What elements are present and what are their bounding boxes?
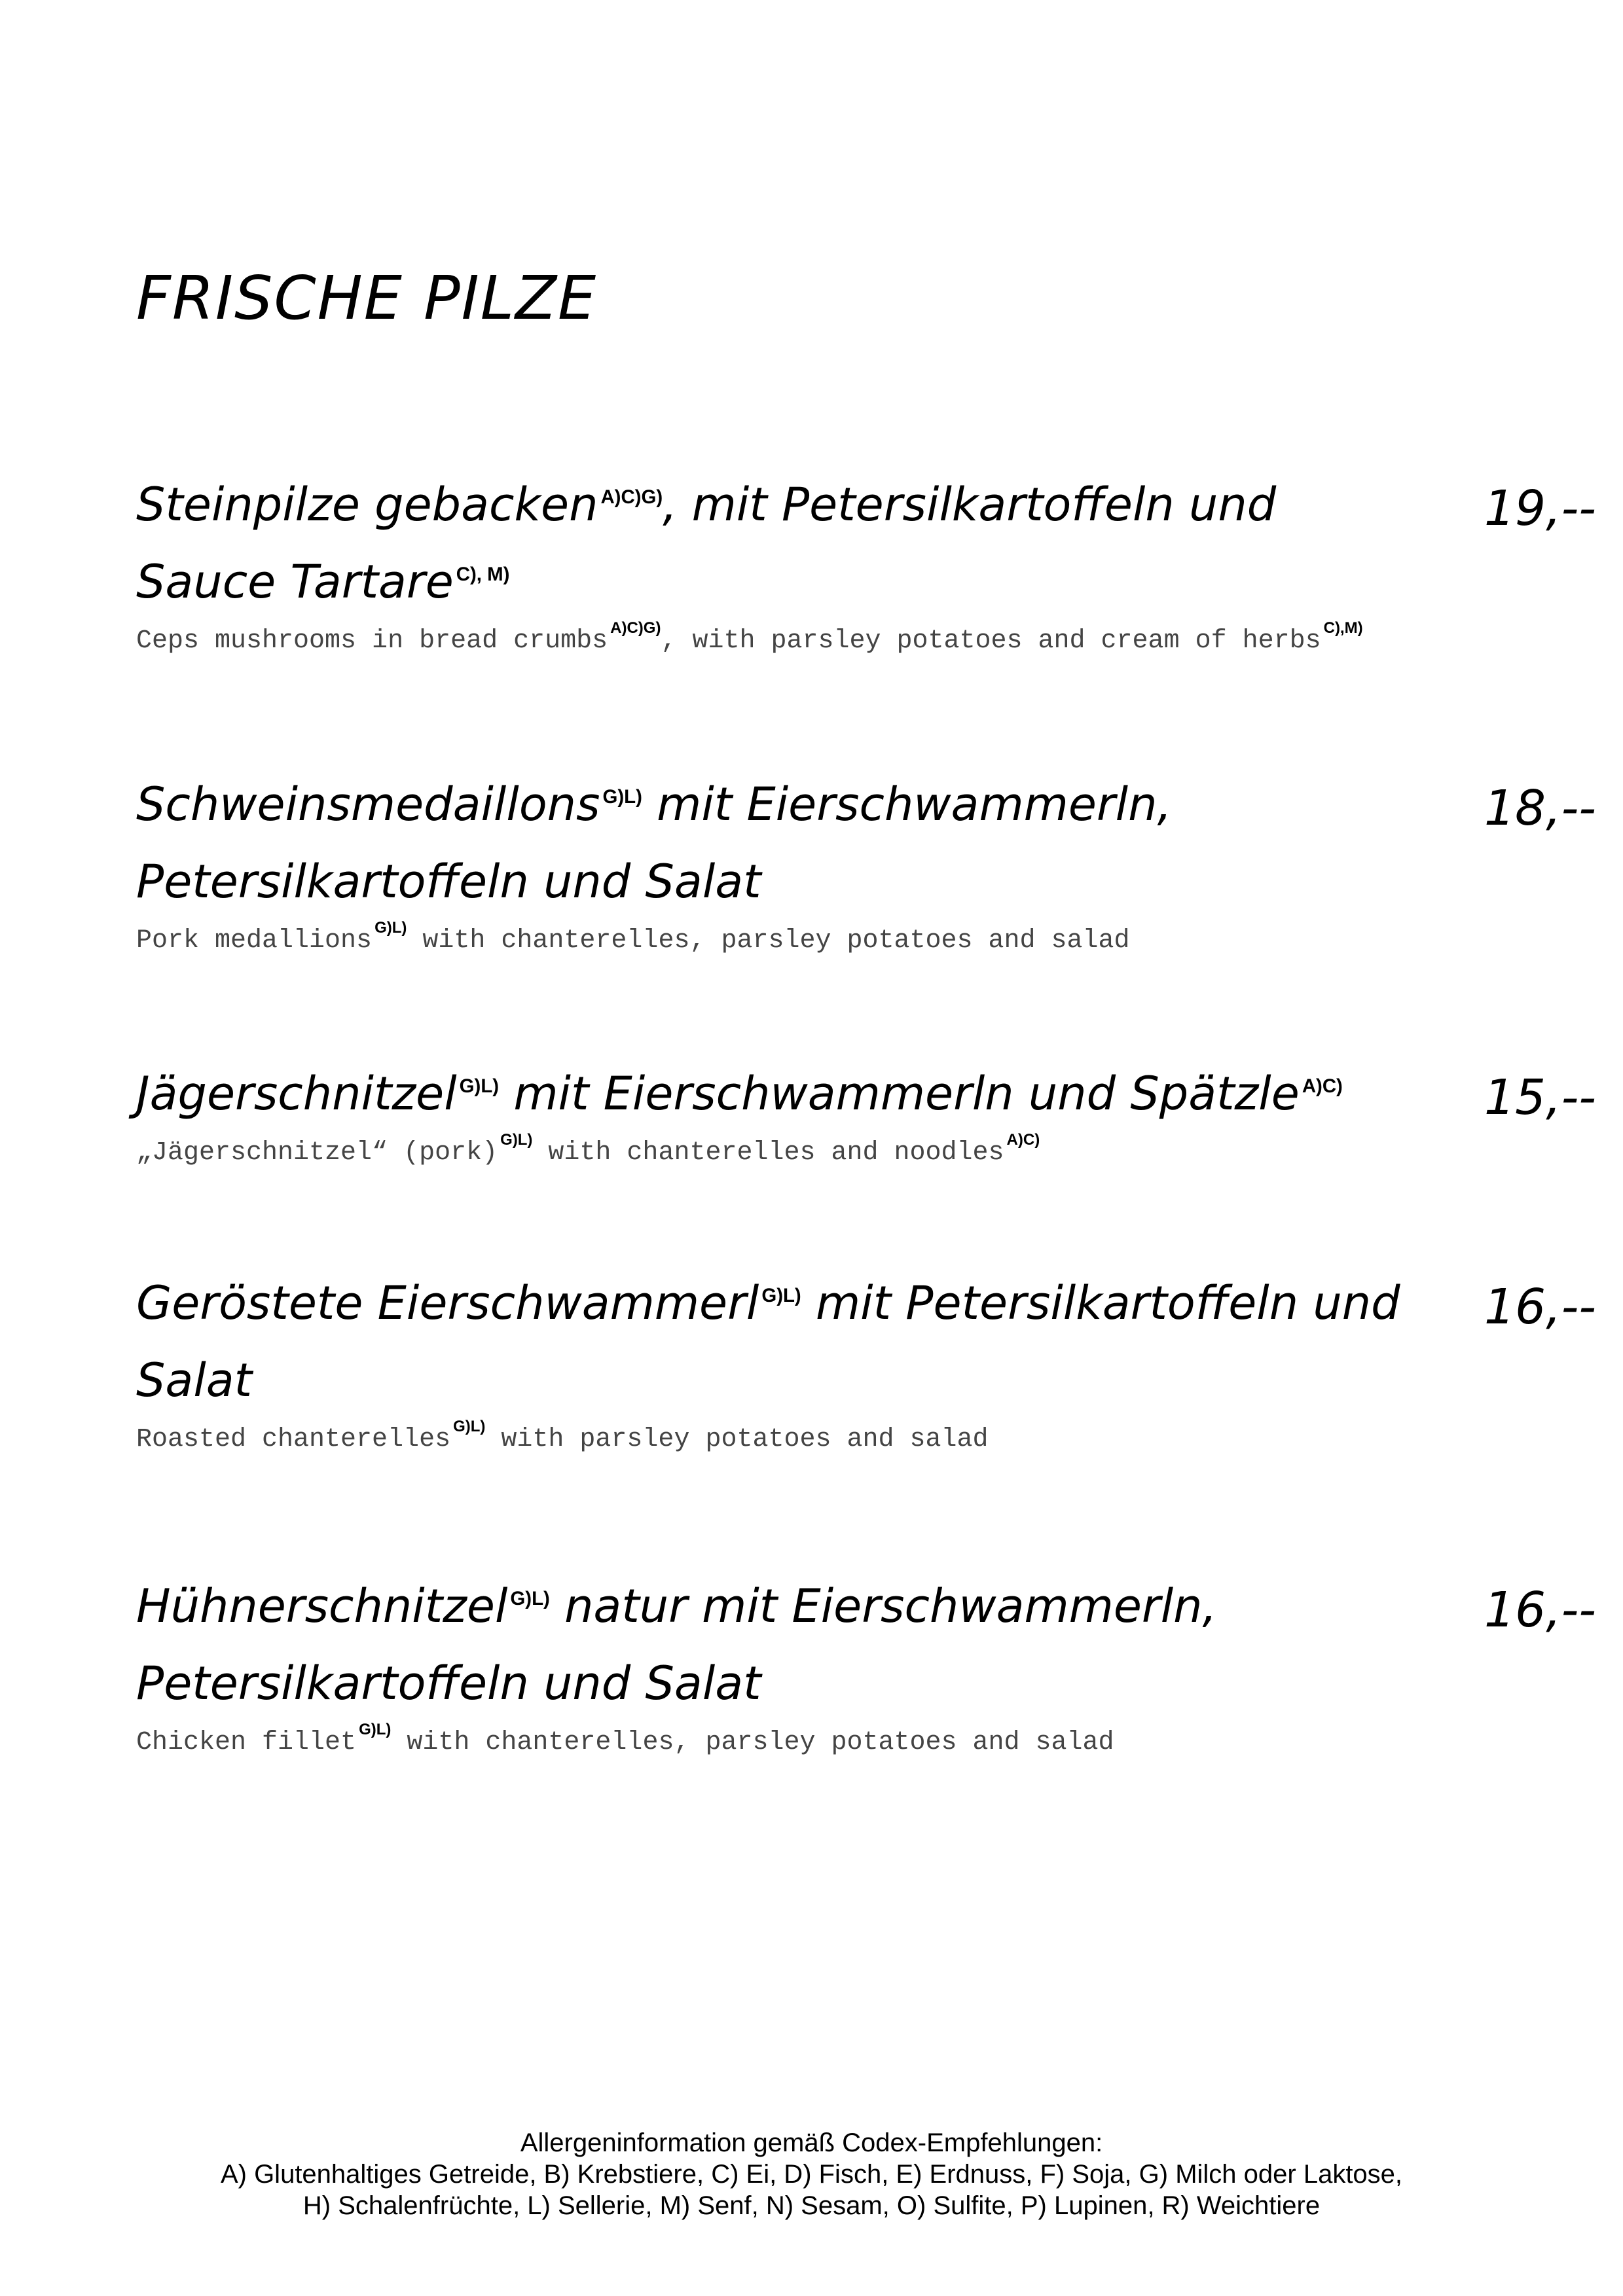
menu-item-translation-part: Ceps mushrooms in bread crumbs (136, 626, 608, 656)
allergen-code: A)C) (1006, 1131, 1040, 1149)
allergen-footer-line: A) Glutenhaltiges Getreide, B) Krebstiere, C) Ei, D) Fisch, E) Erdnuss, F) Soja, G) Milch oder Laktose, (220, 2160, 1403, 2189)
menu-item-name-part: Geröstete Eierschwammerl (136, 1276, 759, 1330)
menu-item-translation-part: Pork medallions (136, 926, 373, 956)
allergen-code: G)L) (453, 1418, 486, 1436)
menu-item-price: 19,-- (1484, 480, 1596, 537)
menu-item-translation (136, 1420, 1432, 1460)
allergen-code: A)C)G) (610, 619, 661, 637)
allergen-code: A)C) (1302, 1075, 1343, 1097)
menu-item-translation-part: with chanterelles, parsley potatoes and salad (391, 1728, 1114, 1757)
menu-item-name-part: mit Eierschwammerln, Petersilkartoffeln und Salat (136, 778, 1172, 908)
page-title: FRISCHE PILZE (136, 263, 598, 333)
menu-item (136, 766, 1596, 961)
allergen-footer-heading: Allergeninformation gemäß Codex-Empfehlungen: (520, 2128, 1103, 2157)
menu-item-name-part: mit Eierschwammerln und Spätzle (499, 1067, 1300, 1121)
menu-item-name (136, 1568, 1406, 1722)
menu-item-price: 16,-- (1484, 1279, 1596, 1335)
menu-item-price: 15,-- (1484, 1069, 1596, 1126)
menu-item-name-part: , mit Petersilkartoffeln und Sauce Tartare (136, 478, 1277, 609)
menu-item (136, 466, 1596, 661)
menu-item-name (136, 766, 1406, 920)
menu-item-name-part: Hühnerschnitzel (136, 1579, 508, 1633)
menu-item-name (136, 1265, 1406, 1419)
menu-item-translation (136, 1131, 1432, 1173)
allergen-footer-line: H) Schalenfrüchte, L) Sellerie, M) Senf, N) Sesam, O) Sulfite, P) Lupinen, R) Weichtiere (302, 2191, 1321, 2220)
menu-item-name (136, 466, 1406, 620)
menu-item-price: 18,-- (1484, 780, 1596, 836)
allergen-code: G)L) (374, 919, 407, 937)
allergen-code: G)L) (510, 1587, 550, 1609)
allergen-code: G)L) (761, 1284, 801, 1306)
allergen-code: G)L) (500, 1131, 533, 1149)
menu-item-name-part: natur mit Eierschwammerln, Petersilkartoffeln und Salat (136, 1579, 1217, 1710)
allergen-footer (0, 2127, 1623, 2221)
allergen-code: C), M) (456, 563, 510, 585)
menu-item-translation-part: Roasted chanterelles (136, 1425, 451, 1454)
menu-item-translation-part: Chicken fillet (136, 1728, 357, 1757)
menu-item (136, 1265, 1596, 1460)
allergen-code: C),M) (1323, 619, 1363, 637)
allergen-code: G)L) (602, 785, 642, 808)
allergen-code: G)L) (459, 1075, 500, 1097)
allergen-code: A)C)G) (600, 486, 663, 508)
menu-item-name-part: Steinpilze gebacken (136, 478, 598, 531)
menu-item-translation-part: with parsley potatoes and salad (485, 1425, 989, 1454)
menu-item-name (136, 1055, 1406, 1132)
allergen-code: G)L) (359, 1721, 392, 1739)
menu-item-price: 16,-- (1484, 1582, 1596, 1638)
menu-item-translation (136, 1723, 1432, 1763)
menu-item-translation-part: , with parsley potatoes and cream of herbs (661, 626, 1321, 656)
menu-item (136, 1055, 1596, 1173)
menu-item (136, 1568, 1596, 1763)
menu-item-translation (136, 919, 1432, 961)
menu-item-name-part: Schweinsmedaillons (136, 778, 600, 831)
menu-item-translation-part: „Jägerschnitzel“ (pork) (136, 1138, 498, 1168)
menu-item-translation (136, 619, 1432, 661)
menu-item-name-part: Jägerschnitzel (136, 1067, 457, 1121)
menu-item-translation-part: with chanterelles, parsley potatoes and salad (407, 926, 1130, 956)
menu-item-translation-part: with chanterelles and noodles (532, 1138, 1004, 1168)
menu-item-name-part: mit Petersilkartoffeln und Salat (136, 1276, 1400, 1407)
